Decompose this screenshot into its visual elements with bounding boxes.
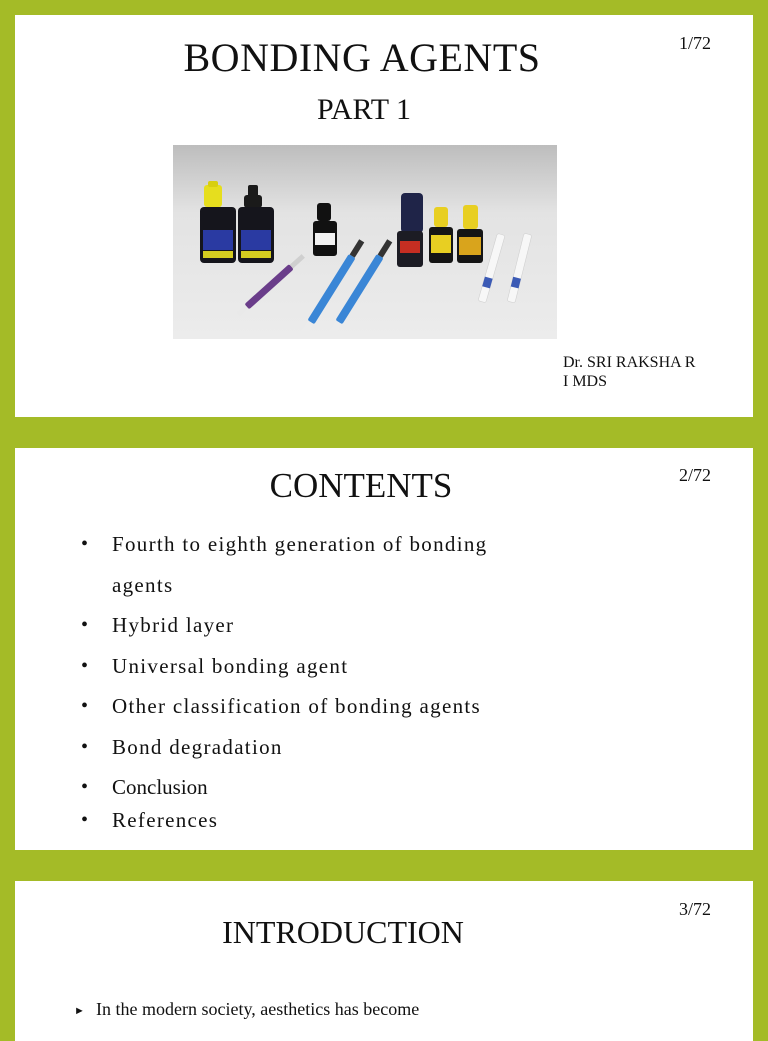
slide-title: CONTENTS xyxy=(269,466,453,505)
slide-2 xyxy=(15,448,753,850)
list-item: • Hybrid layer xyxy=(81,605,681,646)
bullet-icon: • xyxy=(81,614,89,636)
intro-text: In the modern society, aesthetics has become xyxy=(96,999,420,1019)
bullet-icon: • xyxy=(81,776,89,798)
intro-bullet xyxy=(74,999,419,1020)
contents-list xyxy=(81,524,681,833)
list-item: • Fourth to eighth generation of bonding agents xyxy=(81,524,681,605)
bonding-agents-product-photo xyxy=(173,145,557,339)
list-item: • Conclusion xyxy=(81,767,681,807)
author-name: Dr. SRI RAKSHA R xyxy=(563,354,696,371)
page-number: 2/72 xyxy=(678,465,711,485)
slide-1 xyxy=(15,15,753,417)
list-item: • References xyxy=(81,808,219,832)
list-item: • Bond degradation xyxy=(81,727,681,768)
list-item: • Other classification of bonding agents xyxy=(81,686,681,727)
page-number: 3/72 xyxy=(678,899,711,919)
slide-subtitle: PART 1 xyxy=(316,93,412,126)
triangle-bullet-icon: ► xyxy=(74,1005,85,1017)
bullet-icon: • xyxy=(81,654,89,677)
page-number: 1/72 xyxy=(678,33,711,53)
bullet-icon: • xyxy=(81,809,89,831)
bullet-icon: • xyxy=(81,533,89,555)
bullet-icon: • xyxy=(81,695,89,717)
author-block xyxy=(563,353,695,391)
bullet-icon: • xyxy=(81,735,89,758)
slide-title: BONDING AGENTS xyxy=(183,35,541,80)
slide-3 xyxy=(15,881,753,1041)
author-degree: I MDS xyxy=(563,373,608,390)
list-item: • Universal bonding agent xyxy=(81,646,681,687)
slide-title: INTRODUCTION xyxy=(222,914,464,950)
